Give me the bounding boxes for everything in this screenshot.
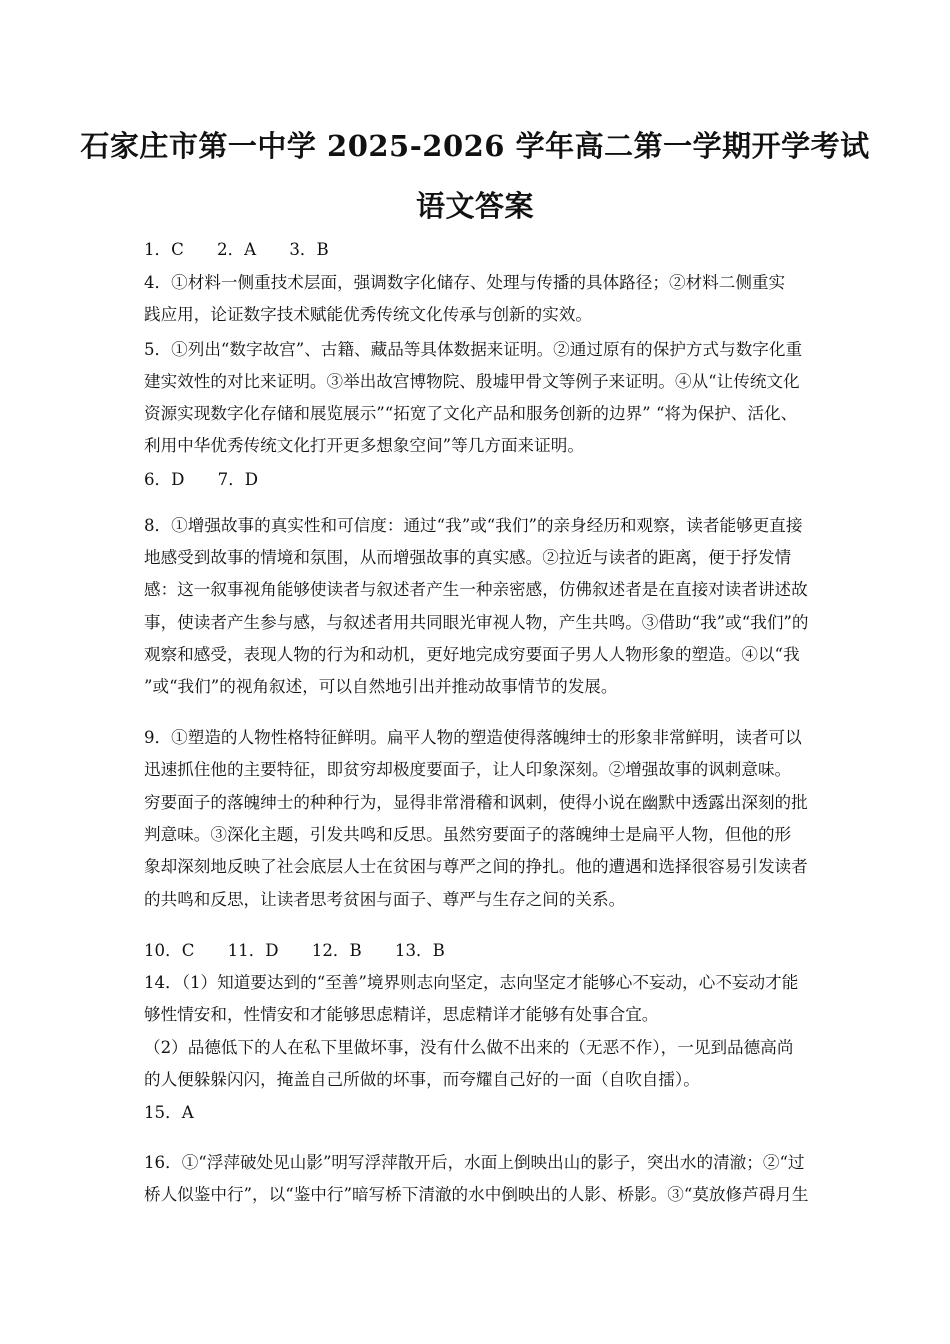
answer-line: 9．①塑造的人物性格特征鲜明。扁平人物的塑造使得落魄绅士的形象非常鲜明，读者可以 [144,728,802,747]
answer-line: 建实效性的对比来证明。③举出故宫博物院、殷墟甲骨文等例子来证明。④从“让传统文化 [144,372,800,391]
answer-line: 利用中华优秀传统文化打开更多想象空间”等几方面来证明。 [144,436,584,455]
answer-line: 的人便躲躲闪闪，掩盖自己所做的坏事，而夸耀自己好的一面（自吹自擂）。 [144,1070,700,1089]
answer-line: 4．①材料一侧重技术层面，强调数字化储存、处理与传播的具体路径；②材料二侧重实 [144,273,786,292]
answer-line: 1．C 2．A 3．B [144,240,329,259]
answer-line: （2）品德低下的人在私下里做坏事，没有什么做不出来的（无恶不作），一见到品德高尚 [144,1038,794,1057]
answer-line: 象却深刻地反映了社会底层人士在贫困与尊严之间的挣扎。他的遭遇和选择很容易引发读者 [144,857,808,876]
answer-line: 判意味。③深化主题，引发共鸣和反思。虽然穷要面子的落魄绅士是扁平人物，但他的形 [144,825,792,844]
answer-line: 资源实现数字化存储和展览展示”“拓宽了文化产品和服务创新的边界” “将为保护、活化、 [144,404,798,423]
answer-line: 8．①增强故事的真实性和可信度：通过“我”或“我们”的亲身经历和观察，读者能够更直接 [144,516,803,535]
document-subtitle: 语文答案 [415,189,534,223]
answer-line: 10．C 11．D 12．B 13．B [144,941,445,960]
answer-line: 够性情安和，性情安和才能够思虑精详，思虑精详才能够有处事合宜。 [144,1005,659,1024]
answer-line: 践应用，论证数字技术赋能优秀传统文化传承与创新的实效。 [144,305,593,324]
answer-line: ”或“我们”的视角叙述，可以自然地引出并推动故事情节的发展。 [144,677,618,696]
answer-line: 迅速抓住他的主要特征，即贫穷却极度要面子，让人印象深刻。②增强故事的讽刺意味。 [144,760,792,779]
answer-line: 事，使读者产生参与感，与叙述者用共同眼光审视人物，产生共鸣。③借助“我”或“我们”的 [144,613,809,632]
answer-line: 观察和感受，表现人物的行为和动机，更好地完成穷要面子男人人物形象的塑造。④以“我 [144,645,800,664]
answer-line: 6．D 7．D [144,470,259,489]
answer-line: 地感受到故事的情境和氛围，从而增强故事的真实感。②拉近与读者的距离，便于抒发情 [144,548,792,567]
answer-line: 桥人似鉴中行”，以“鉴中行”暗写桥下清澈的水中倒映出的人影、桥影。③“莫放修芦碍月生 [144,1185,809,1204]
answer-line: 15．A [144,1103,194,1122]
answer-line: 5．①列出“数字故宫”、古籍、藏品等具体数据来证明。②通过原有的保护方式与数字化重 [144,340,803,359]
answer-line: 感：这一叙事视角能够使读者与叙述者产生一种亲密感，仿佛叙述者是在直接对读者讲述故 [144,580,808,599]
answer-line: 16．①“浮萍破处见山影”明写浮萍散开后，水面上倒映出山的影子，突出水的清澈；②“过 [144,1153,805,1172]
document-title: 石家庄市第一中学 2025-2026 学年高二第一学期开学考试 [80,129,870,163]
answer-line: 14．（1）知道要达到的“至善”境界则志向坚定，志向坚定才能够心不妄动，心不妄动才能 [144,973,799,992]
answer-line: 穷要面子的落魄绅士的种种行为，显得非常滑稽和讽刺，使得小说在幽默中透露出深刻的批 [144,793,808,812]
answer-line: 的共鸣和反思，让读者思考贫困与面子、尊严与生存之间的关系。 [144,890,626,909]
